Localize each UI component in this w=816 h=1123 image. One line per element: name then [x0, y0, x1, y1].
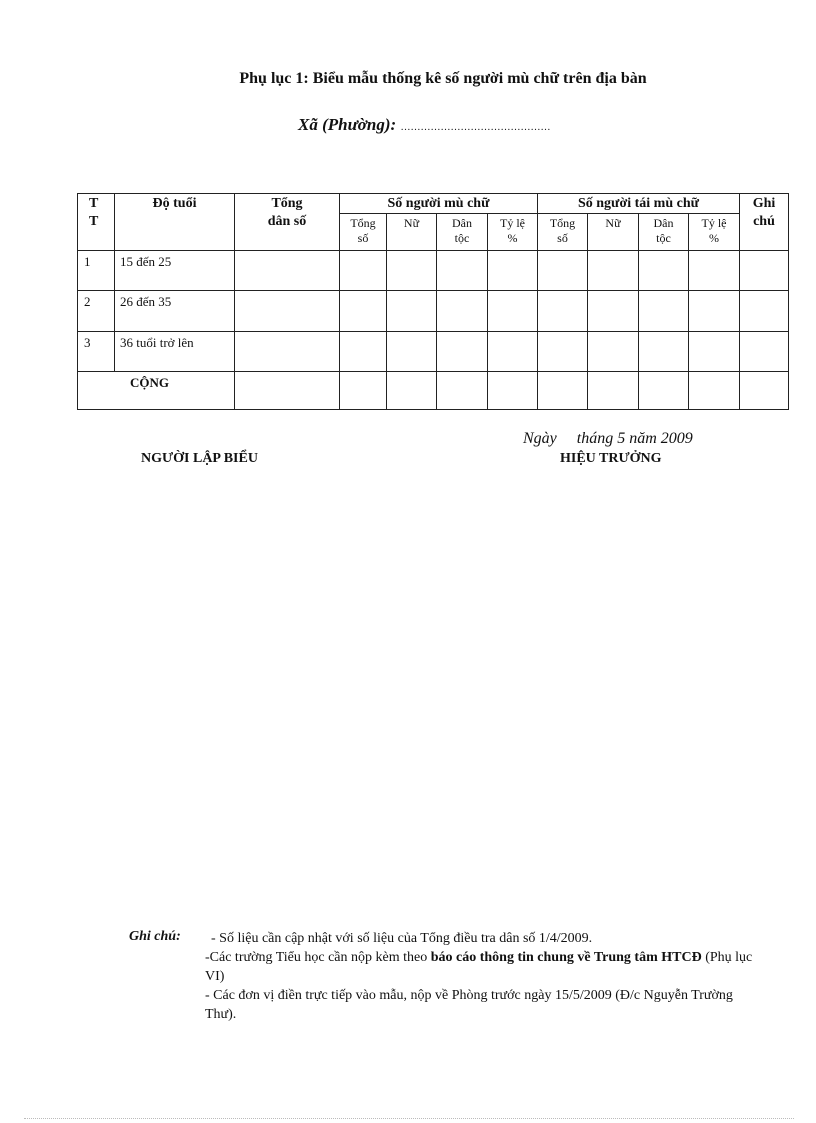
table-cell[interactable] — [387, 332, 437, 372]
table-cell[interactable] — [387, 372, 437, 410]
table-cell[interactable] — [235, 372, 340, 410]
table-cell[interactable] — [340, 251, 387, 291]
table-cell[interactable] — [387, 251, 437, 291]
table-cell[interactable] — [235, 332, 340, 372]
table-cell[interactable] — [488, 291, 538, 332]
table-cell[interactable] — [639, 291, 689, 332]
table-row — [78, 332, 789, 372]
table-cell[interactable] — [689, 332, 740, 372]
table-cell[interactable] — [740, 291, 789, 332]
date-line — [523, 430, 693, 448]
total-label: CỘNG — [78, 372, 235, 410]
table-cell[interactable] — [340, 332, 387, 372]
table-cell[interactable] — [740, 332, 789, 372]
table-cell[interactable] — [538, 372, 588, 410]
table-cell[interactable] — [488, 251, 538, 291]
table-cell[interactable] — [437, 332, 488, 372]
table-cell[interactable] — [588, 372, 639, 410]
preparer-signature: NGƯỜI LẬP BIỂU — [141, 451, 258, 466]
table-cell[interactable] — [740, 372, 789, 410]
row-tt: 1 — [78, 251, 115, 291]
table-cell[interactable] — [538, 291, 588, 332]
note-line-1: - Số liệu cần cập nhật với số liệu của Tổng điều tra dân số 1/4/2009. — [211, 931, 593, 946]
table-cell[interactable] — [588, 251, 639, 291]
table-cell[interactable] — [689, 291, 740, 332]
table-cell[interactable] — [538, 332, 588, 372]
header-note: Ghi chú — [740, 194, 789, 251]
date-month-year: tháng 5 năm 2009 — [576, 430, 693, 447]
note-line-2 — [193, 948, 758, 986]
table-cell[interactable] — [588, 291, 639, 332]
table-cell[interactable] — [235, 291, 340, 332]
table-cell[interactable] — [437, 251, 488, 291]
table-cell[interactable] — [488, 332, 538, 372]
row-age: 26 đến 35 — [115, 291, 235, 332]
document-title: Phụ lục 1: Biểu mẫu thống kê số người mù chữ trên địa bàn — [239, 70, 647, 87]
header-illiterate-total: Tổng số — [340, 214, 387, 251]
table-cell[interactable] — [387, 291, 437, 332]
note-line-2-bold: báo cáo thông tin chung về Trung tâm HTCĐ — [430, 950, 702, 965]
total-row — [78, 372, 789, 410]
row-tt: 2 — [78, 291, 115, 332]
row-tt: 3 — [78, 332, 115, 372]
note-line-2-suffix: (Phụ lục VI) — [205, 950, 753, 984]
header-relapse-rate: Tỷ lệ % — [689, 214, 740, 251]
row-age: 15 đến 25 — [115, 251, 235, 291]
ward-blank: ……………………………………… — [400, 122, 551, 133]
ward-label: Xã (Phường): — [298, 115, 397, 134]
table-cell[interactable] — [639, 251, 689, 291]
table-cell[interactable] — [235, 251, 340, 291]
table-cell[interactable] — [538, 251, 588, 291]
ward-line — [298, 115, 550, 135]
header-relapse-ethnic: Dân tộc — [639, 214, 689, 251]
table-row — [78, 291, 789, 332]
notes-label: Ghi chú: — [129, 929, 181, 944]
header-relapse-total: Tổng số — [538, 214, 588, 251]
table-cell[interactable] — [588, 332, 639, 372]
table-cell[interactable] — [340, 372, 387, 410]
note-line-2-prefix: -Các trường Tiểu học cần nộp kèm theo — [205, 950, 428, 965]
table-cell[interactable] — [639, 372, 689, 410]
header-relapse-group: Số người tái mù chữ — [538, 194, 740, 214]
table-row — [78, 251, 789, 291]
header-population: Tổng dân số — [235, 194, 340, 251]
table-cell[interactable] — [340, 291, 387, 332]
table-cell[interactable] — [689, 372, 740, 410]
row-age: 36 tuổi trở lên — [115, 332, 235, 372]
table-cell[interactable] — [740, 251, 789, 291]
date-day: Ngày — [523, 430, 557, 447]
table-cell[interactable] — [488, 372, 538, 410]
table-cell[interactable] — [639, 332, 689, 372]
header-age: Độ tuổi — [115, 194, 235, 251]
table-cell[interactable] — [437, 372, 488, 410]
principal-signature: HIỆU TRƯỞNG — [560, 451, 662, 466]
notes — [193, 929, 758, 1024]
header-illiterate-ethnic: Dân tộc — [437, 214, 488, 251]
table-cell[interactable] — [437, 291, 488, 332]
note-line-3: - Các đơn vị điền trực tiếp vào mẫu, nộp về Phòng trước ngày 15/5/2009 (Đ/c Nguyễn Trường Thư). — [205, 988, 733, 1022]
header-illiterate-group: Số người mù chữ — [340, 194, 538, 214]
header-relapse-female: Nữ — [588, 214, 639, 251]
statistics-table — [77, 193, 789, 410]
header-illiterate-female: Nữ — [387, 214, 437, 251]
page-bottom-divider — [24, 1118, 794, 1119]
table-cell[interactable] — [689, 251, 740, 291]
header-illiterate-rate: Tỷ lệ % — [488, 214, 538, 251]
header-tt: T T — [78, 194, 115, 251]
